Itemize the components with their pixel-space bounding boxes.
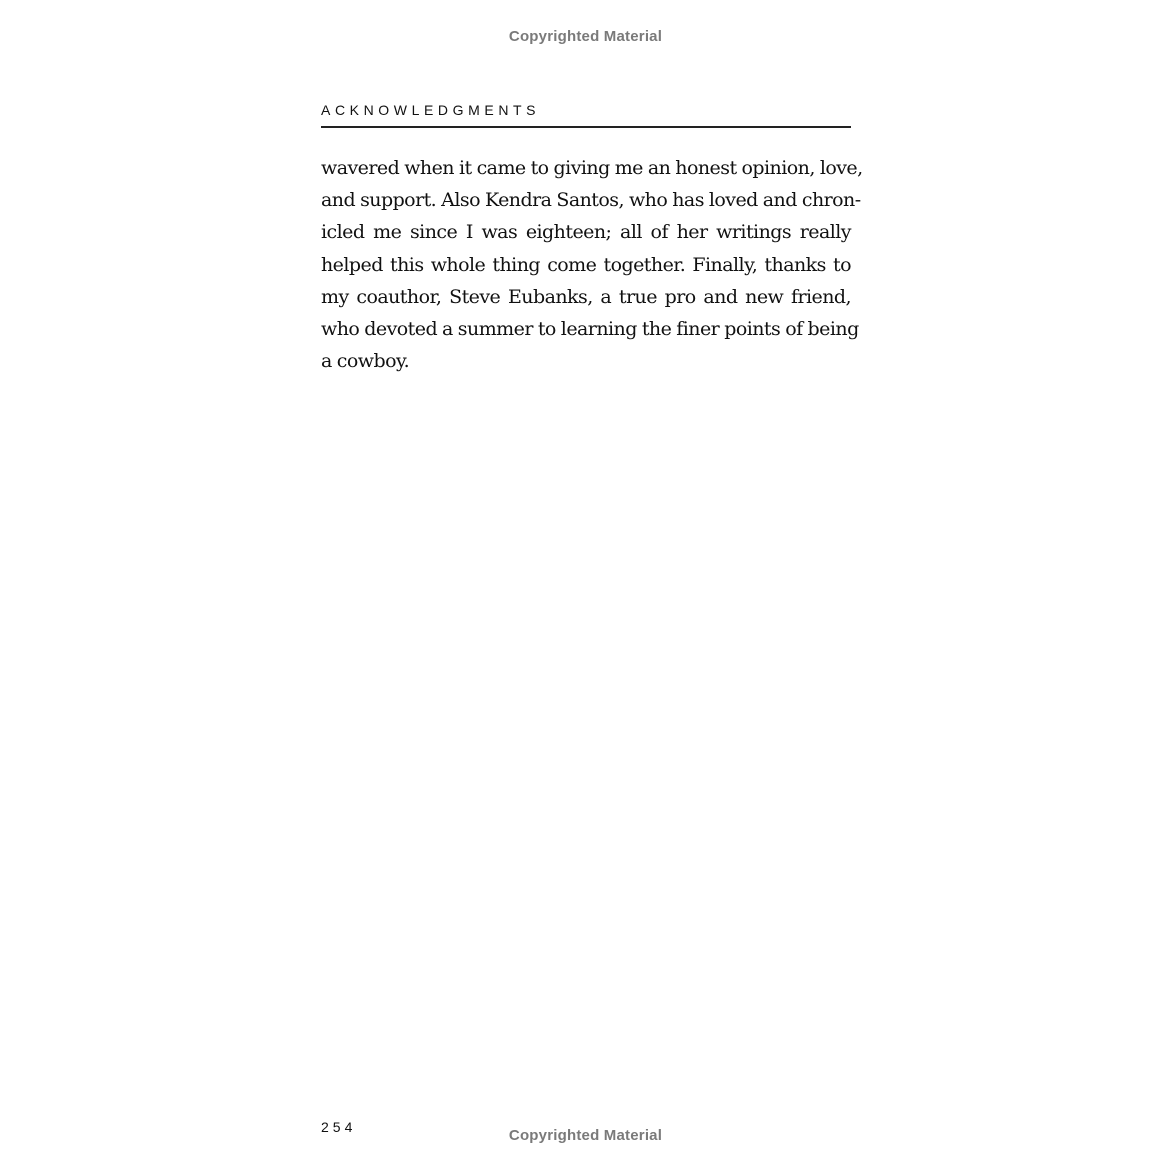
body-line: who devoted a summer to learning the finer points of being bbox=[321, 317, 859, 340]
body-paragraph bbox=[321, 152, 863, 377]
running-head-rule bbox=[321, 126, 851, 128]
body-line: icled me since I was eighteen; all of her writings really bbox=[321, 221, 851, 244]
body-line: helped this whole thing come together. Finally, thanks to bbox=[321, 253, 851, 276]
running-head: ACKNOWLEDGMENTS bbox=[321, 102, 541, 118]
body-line: wavered when it came to giving me an honest opinion, love, bbox=[321, 157, 863, 179]
copyright-watermark-bottom: Copyrighted Material bbox=[508, 1127, 663, 1144]
body-line: a cowboy. bbox=[321, 350, 410, 373]
body-line: my coauthor, Steve Eubanks, a true pro and new friend, bbox=[321, 285, 851, 308]
page-number: 254 bbox=[321, 1119, 357, 1135]
copyright-watermark-top: Copyrighted Material bbox=[508, 28, 663, 45]
body-line: and support. Also Kendra Santos, who has loved and chron- bbox=[321, 189, 861, 212]
